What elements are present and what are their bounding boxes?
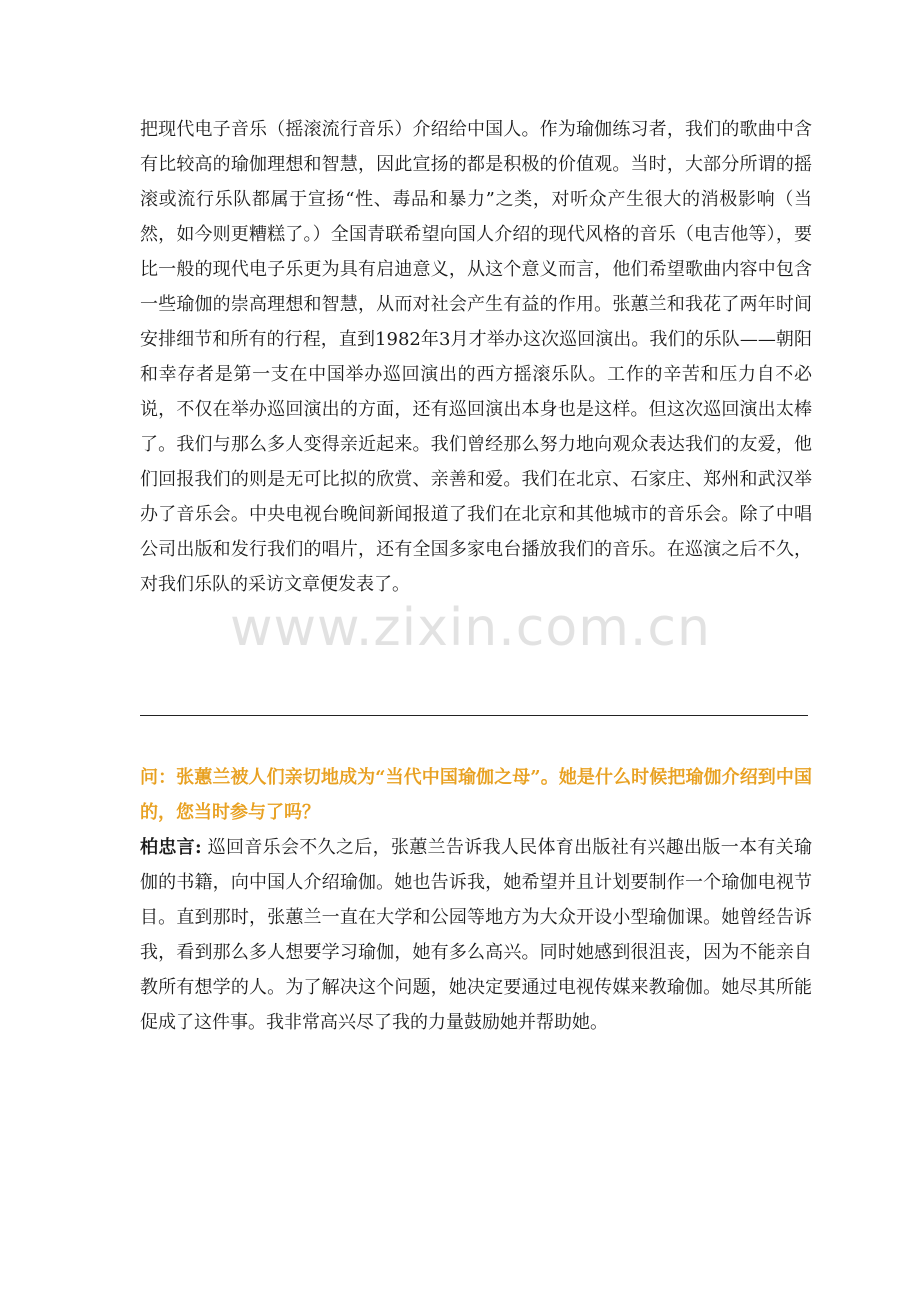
interview-answer — [140, 830, 812, 1040]
horizontal-divider — [140, 715, 808, 716]
interview-question: 问：张蕙兰被人们亲切地成为“当代中国瑜伽之母”。她是什么时候把瑜伽介绍到中国的，您当时参与了吗？ — [140, 767, 812, 823]
document-body — [140, 112, 812, 602]
paragraph-1: 把现代电子音乐（摇滚流行音乐）介绍给中国人。作为瑜伽练习者，我们的歌曲中含有比较高的瑜伽理想和智慧，因此宣扬的都是积极的价值观。当时，大部分所谓的摇滚或流行乐队都属于宣扬“性、毒品和暴力”之类，对听众产生很大的消极影响（当然，如今则更糟糕了。）全国青联希望向国人介绍的现代风格的音乐（电吉他等），要比一般的现代电子乐更为具有启迪意义，从这个意义而言，他们希望歌曲内容中包含一些瑜伽的崇高理想和智慧，从而对社会产生有益的作用。张蕙兰和我花了两年时间安排细节和所有的行程，直到1982年3月才举办这次巡回演出。我们的乐队——朝阳和幸存者是第一支在中国举办巡回演出的西方摇滚乐队。工作的辛苦和压力自不必说，不仅在举办巡回演出的方面，还有巡回演出本身也是这样。但这次巡回演出太棒了。我们与那么多人变得亲近起来。我们曾经那么努力地向观众表达我们的友爱，他们回报我们的则是无可比拟的欣赏、亲善和爱。我们在北京、石家庄、郑州和武汉举办了音乐会。中央电视台晚间新闻报道了我们在北京和其他城市的音乐会。除了中唱公司出版和发行我们的唱片，还有全国多家电台播放我们的音乐。在巡演之后不久，对我们乐队的采访文章便发表了。 — [140, 119, 812, 595]
answer-speaker: 柏忠言: — [140, 837, 202, 858]
watermark: www.zixin.com.cn — [230, 598, 711, 658]
answer-text: 巡回音乐会不久之后，张蕙兰告诉我人民体育出版社有兴趣出版一本有关瑜伽的书籍，向中国人介绍瑜伽。她也告诉我，她希望并且计划要制作一个瑜伽电视节目。直到那时，张蕙兰一直在大学和公园等地方为大众开设小型瑜伽课。她曾经告诉我，看到那么多人想要学习瑜伽，她有多么高兴。同时她感到很沮丧，因为不能亲自教所有想学的人。为了解决这个问题，她决定要通过电视传媒来教瑜伽。她尽其所能促成了这件事。我非常高兴尽了我的力量鼓励她并帮助她。 — [140, 837, 812, 1033]
